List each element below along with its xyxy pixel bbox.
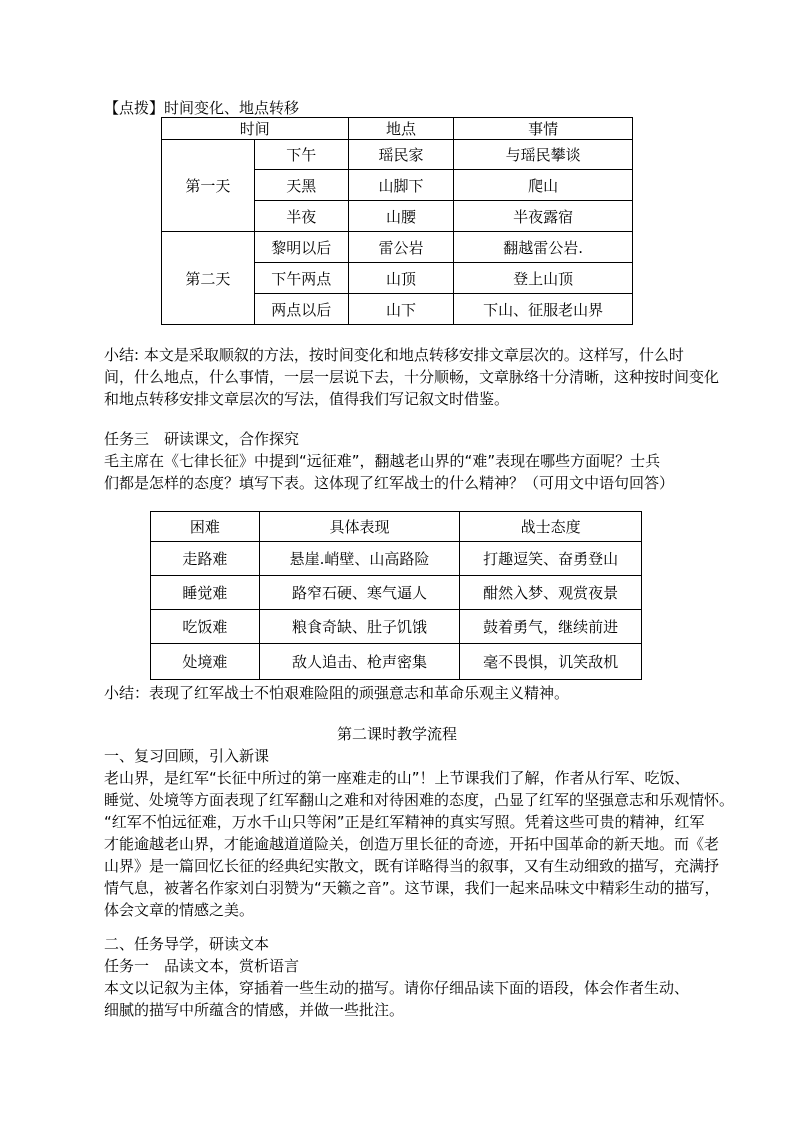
task-title: 任务一 品读文本，赏析语言 [104, 957, 300, 975]
summary-line: 间，什么地点，什么事情，一层一层说下去，十分顺畅，文章脉络十分清晰，这种按时间变化 [104, 368, 720, 386]
place-cell: 山顶 [348, 263, 454, 294]
task-title: 任务三 研读课文，合作探究 [104, 430, 300, 448]
header-difficulty: 困难 [151, 512, 260, 542]
section-title: 第二课时教学流程 [336, 725, 457, 743]
time-cell: 黎明以后 [254, 232, 348, 263]
paragraph-line: 才能逾越老山界，才能逾越道道险关，创造万里长征的奇迹，开拓中国革命的新天地。而《老 [104, 835, 720, 853]
event-cell: 翻越雷公岩. [454, 232, 633, 263]
header-attitude: 战士态度 [460, 512, 642, 542]
table-row [162, 232, 633, 263]
place-cell: 雷公岩 [348, 232, 454, 263]
paragraph-line: 情气息，被著名作家刘白羽赞为“天籁之音”。这节课，我们一起来品味文中精彩生动的描写， [104, 879, 720, 897]
manifestation-cell: 路窄石硬、寒气逼人 [259, 576, 460, 610]
time-cell: 下午两点 [254, 263, 348, 294]
difficulty-table [150, 511, 642, 680]
event-cell: 登上山顶 [454, 263, 633, 294]
manifestation-cell: 悬崖.峭壁、山高路险 [259, 542, 460, 576]
table-header-row [162, 118, 633, 140]
section-heading: 【点拨】时间变化、地点转移 [104, 99, 300, 117]
paragraph-line: “红军不怕远征难，万水千山只等闲”正是红军精神的真实写照。凭着这些可贵的精神，红军 [104, 813, 705, 831]
difficulty-cell: 吃饭难 [151, 610, 260, 644]
attitude-cell: 打趣逗笑、奋勇登山 [460, 542, 642, 576]
question-line: 们都是怎样的态度？填写下表。这体现了红军战士的什么精神？（可用文中语句回答） [104, 474, 675, 492]
paragraph-line: 本文以记叙为主体，穿插着一些生动的描写。请你仔细品读下面的语段，体会作者生动、 [104, 979, 690, 997]
paragraph-line: 山界》是一篇回忆长征的经典纪实散文，既有详略得当的叙事，又有生动细致的描写，充满抒 [104, 857, 720, 875]
place-cell: 山下 [348, 294, 454, 325]
question-line: 毛主席在《七律长征》中提到“远征难”，翻越老山界的“难”表现在哪些方面呢？士兵 [104, 452, 661, 470]
step-heading: 一、复习回顾，引入新课 [104, 747, 270, 765]
header-event: 事情 [454, 118, 633, 140]
event-cell: 下山、征服老山界 [454, 294, 633, 325]
table-row [162, 140, 633, 170]
table-row [151, 644, 642, 680]
table-row [151, 542, 642, 576]
header-time: 时间 [162, 118, 349, 140]
table-header-row [151, 512, 642, 542]
attitude-cell: 酣然入梦、观赏夜景 [460, 576, 642, 610]
header-place: 地点 [348, 118, 454, 140]
header-manifestation: 具体表现 [259, 512, 460, 542]
table-row [151, 610, 642, 644]
day-cell: 第一天 [162, 140, 255, 232]
event-cell: 爬山 [454, 170, 633, 201]
step-heading: 二、任务导学，研读文本 [104, 935, 270, 953]
paragraph-line: 体会文章的情感之美。 [104, 901, 255, 919]
event-cell: 半夜露宿 [454, 201, 633, 232]
summary-line: 和地点转移安排文章层次的写法，值得我们写记叙文时借鉴。 [104, 390, 510, 408]
place-cell: 山腰 [348, 201, 454, 232]
paragraph-line: 细腻的描写中所蕴含的情感，并做一些批注。 [104, 1001, 405, 1019]
day-cell: 第二天 [162, 232, 255, 325]
manifestation-cell: 粮食奇缺、肚子饥饿 [259, 610, 460, 644]
attitude-cell: 鼓着勇气，继续前进 [460, 610, 642, 644]
difficulty-cell: 睡觉难 [151, 576, 260, 610]
time-cell: 下午 [254, 140, 348, 170]
paragraph-line: 睡觉、处境等方面表现了红军翻山之难和对待困难的态度，凸显了红军的坚强意志和乐观情怀。 [104, 791, 735, 809]
difficulty-cell: 处境难 [151, 644, 260, 680]
time-place-table [161, 117, 633, 325]
table-row [151, 576, 642, 610]
time-cell: 半夜 [254, 201, 348, 232]
summary-line: 小结：表现了红军战士不怕艰难险阻的顽强意志和革命乐观主义精神。 [104, 684, 570, 702]
event-cell: 与瑶民攀谈 [454, 140, 633, 170]
difficulty-cell: 走路难 [151, 542, 260, 576]
place-cell: 瑶民家 [348, 140, 454, 170]
place-cell: 山脚下 [348, 170, 454, 201]
time-cell: 两点以后 [254, 294, 348, 325]
manifestation-cell: 敌人追击、枪声密集 [259, 644, 460, 680]
paragraph-line: 老山界，是红军“长征中所过的第一座难走的山”！上节课我们了解，作者从行军、吃饭、 [104, 769, 690, 787]
time-cell: 天黑 [254, 170, 348, 201]
summary-line: 小结: 本文是采取顺叙的方法，按时间变化和地点转移安排文章层次的。这样写，什么时 [104, 346, 684, 364]
attitude-cell: 毫不畏惧，讥笑敌机 [460, 644, 642, 680]
